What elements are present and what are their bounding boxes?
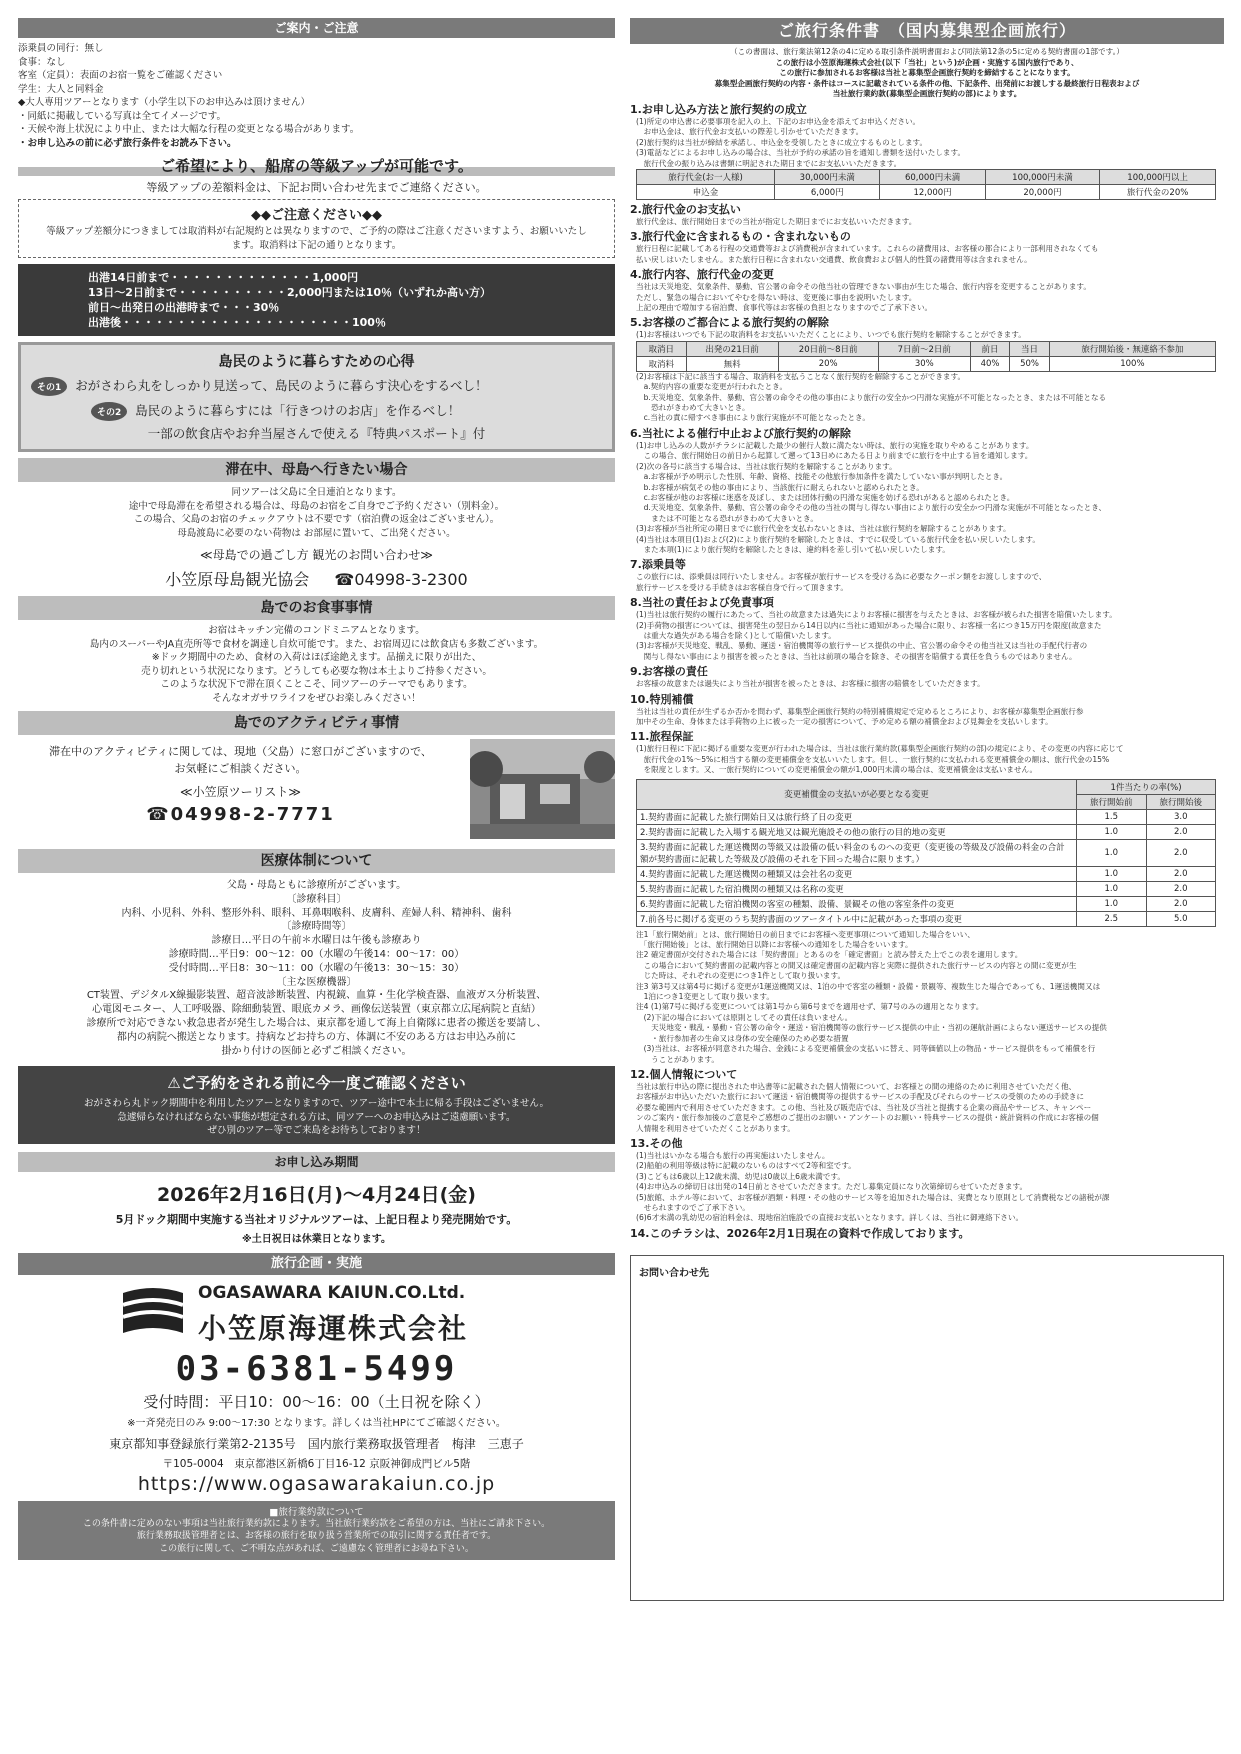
section-6-line: d.天災地変、気象条件、暴動、官公署の命令その他の当社の関与し得ない事由により旅行の安全かつ円滑な実施が不可能となったとき、 [636,503,1107,513]
section-13-line: (5)旅館、ホテル等において、お客様が酒類・料理・その他のサービス等を追加された場合は、実費となり原則として消費税などの諸税が課 [636,1192,1110,1202]
activity-contact-phone[interactable]: ☎04998-2-7771 [146,804,335,825]
section-6-line: この場合、旅行開始日の前日から起算して遡って13日めにあたる日より前までに旅行を中止する旨を通知します。 [636,451,1033,461]
section-2-line: 旅行代金は、旅行開始日までの当社が指定した期日までにお支払いいただきます。 [636,217,917,226]
company-name-jp: 小笠原海運株式会社 [198,1311,469,1345]
deposit-head-cell: 100,000円未満 [985,170,1099,185]
section-8-text [630,610,1224,662]
food-line: 売り切れという状況になります。どうしても必要な物は本土よりご持参ください。 [141,665,492,677]
cancel-fee-line: 前日～出発日の出港時まで・・・30％ [88,301,280,314]
guarantee-row [637,881,1216,896]
medical-line: 〔診療時間等〕 [281,921,352,933]
notice-text: 等級アップ差額分につきましては取消料が右記規約とは異なりますので、ご予約の際はご注意くださいますよう、お願いいたします。取消料は下記の通りとなります。 [46,226,587,251]
food-line: ※ドック期間中のため、食材の入荷はほぼ途絶えます。品揃えに限りが出た、 [151,652,482,663]
section-12-text [630,1082,1224,1134]
section-6-heading: 6.当社による催行中止および旅行契約の解除 [630,426,851,440]
cancel-cell: 50% [1010,356,1050,371]
life-item-1: おがさわら丸をしっかり見送って、島民のように暮らす決心をするべし！ [75,378,488,393]
section-10-text [630,707,1224,728]
guarantee-cell: 2.契約書面に記載した入場する観光地又は観光施設その他の旅行の目的地の変更 [637,824,1077,839]
company-url[interactable]: https://www.ogasawarakaiun.co.jp [137,1472,496,1495]
cancellation-table [636,341,1216,372]
company-registration: 東京都知事登録旅行業第2-2135号 国内旅行業務取扱管理者 梅津 三恵子 [109,1436,524,1451]
life-item-2a: 島民のように暮らすには「行きつけのお店」を作るべし！ [135,403,461,418]
medical-line: CT装置、デジタルX線撮影装置、超音波診断装置、内視鏡、血算・生化学検査器、血液ガス分析装置、 [86,990,547,1002]
guide-line: 食事：なし [18,56,66,68]
section-9-heading: 9.お客様の責任 [630,665,708,679]
medical-line: 都内の病院へ搬送となります。持病などお持ちの方、体調に不安のある方はお申込み前に [116,1031,517,1043]
cancel-head-cell: 当日 [1010,341,1050,356]
section-7-text [630,572,1224,593]
cancel-head-cell: 取消日 [637,341,687,356]
right-column [630,18,1224,1736]
company-address: 〒105-0004 東京都港区新橋6丁目16-12 京阪神御成門ビル5階 [162,1457,471,1470]
guide-line: ・お申し込みの前に必ず旅行条件をお読み下さい。 [18,137,237,149]
intro-line: 募集型企画旅行契約の内容・条件はコースに記載されている条件の他、下記条件、出発前にお渡しする最終旅行日程表および [714,78,1140,88]
company-logo-block [18,1279,615,1349]
section-8-line: 関与し得ない事由により損害を被ったときは、当社は前項の場合を除き、その損害を賠償する責任を負うものではありません。 [636,651,1077,661]
company-name-en: OGASAWARA KAIUN.CO.Ltd. [198,1282,466,1303]
haha-title: 滞在中、母島へ行きたい場合 [18,458,615,482]
section-6-line: (3)お客様が当社所定の期日までに旅行代金を支払わないときは、当社は旅行契約を解除することがあります。 [636,524,1011,534]
intro-line: 当社旅行業約款(募集型企画旅行契約の部)によります。 [832,89,1022,99]
guarantee-cell: 1.0 [1077,839,1147,866]
section-11-line: 旅行代金の1%～5%に相当する額の変更補償金を支払いいたします。但し、一旅行契約に支払われる変更補償金の額は、旅行代金の15% [636,754,1110,764]
guarantee-cell: 2.0 [1146,881,1216,896]
cancel-cell: 無料 [686,356,778,371]
guarantee-head-change: 変更補償金の支払いが必要となる変更 [637,779,1077,809]
deposit-cell: 20,000円 [985,185,1099,200]
medical-line: 診療日…平日の午前＊水曜日は午後も診療あり [211,935,422,947]
section-6-line: また本項(1)により旅行契約を解除したときは、違約料を差し引いて払い戻しいたします。 [636,544,950,554]
activity-contact-label: ≪小笠原ツーリスト≫ [180,785,301,799]
guarantee-row [637,911,1216,926]
section-11-line: を限度とします。又、一旅行契約についての変更補償金の額が1,000円未満の場合は、変更補償金は支払いません。 [636,765,1038,775]
section-11-note-line: (3)当社は、お客様が同意された場合、金銭による変更補償金の支払いに替え、同等価値以上の物品・サービス提供をもって補償を行 [636,1044,1096,1054]
medical-line: 〔主な医療機器〕 [276,976,357,988]
section-9-text [630,679,1224,689]
guarantee-cell: 1.0 [1077,824,1147,839]
life-badge-2: その2 [91,402,127,421]
medical-line: 診療時間…平日9：00～12：00（水曜の午後14：00～17：00） [168,948,465,960]
guide-line: 添乗員の同行：無し [18,43,104,54]
confirm-lines [18,1097,615,1138]
guarantee-cell: 3.契約書面に記載した運送機関の等級又は設備の低い料金のものへの変更（変更後の等級及び設備の料金の合計額が契約書面に記載した等級及び設備のそれを下回った場合に限ります。） [637,839,1077,866]
section-8-line: (3)お客様が天災地変、戦乱、暴動、運送・宿泊機関等の旅行サービス提供の中止、官公署の命令その他当社又は当社の手配代行者の [636,641,1088,651]
deposit-cell: 旅行代金の20% [1100,185,1216,200]
haha-contact-org: 小笠原母島観光協会 [165,570,310,589]
contact-box [630,1255,1224,1601]
guarantee-head-after: 旅行開始後 [1146,794,1216,809]
guarantee-cell: 2.0 [1146,866,1216,881]
activity-title: 島でのアクティビティ事情 [18,711,615,735]
cancel-cell: 20% [778,356,878,371]
guarantee-cell: 2.0 [1146,839,1216,866]
food-line: 島内のスーパーやJA直売所等で食材を調達し自炊可能です。また、お宿周辺には飲食店も多数ございます。 [89,638,544,650]
footer-line: この条件書に定めのない事項は当社旅行業約款によります。当社旅行業約款をご希望の方は、当社にご請求下さい。 [82,1518,551,1529]
activity-line: 滞在中のアクティビティに関しては、現地（父島）に窓口がございますので、 [49,745,432,758]
section-14-heading: 14.このチラシは、2026年2月1日現在の資料で作成しております。 [630,1226,970,1240]
cancel-fee-line: 出港14日前まで・・・・・・・・・・・・・1,000円 [88,271,359,284]
medical-line: 〔診療科目〕 [286,893,347,905]
cancel-cell: 30% [878,356,970,371]
conditions-intro [630,47,1224,100]
haha-contact-label: ≪母島での過ごし方 観光のお問い合わせ≫ [200,548,433,562]
deposit-cell: 12,000円 [880,185,985,200]
company-hours-note: ※一斉発売日のみ 9:00～17:30 となります。詳しくは当社HPにてご確認ください。 [127,1417,506,1429]
section-1-line: (3)電話などによるお申し込みの場合は、当社が予約の承諾の旨を通知し書類を送付いたします。 [636,148,966,158]
cancel-head-cell: 7日前～2日前 [878,341,970,356]
section-8-heading: 8.当社の責任および免責事項 [630,596,774,610]
section-6-line: a.お客様が予め明示した性別、年齢、資格、技能その他旅行参加条件を満たしていない事が判明したとき。 [636,472,1008,482]
medical-line: 掛かり付けの医師と必ずご相談ください。 [221,1045,412,1057]
section-2-text [630,217,1224,227]
section-13-heading: 13.その他 [630,1136,683,1150]
section-2-heading: 2.旅行代金のお支払い [630,203,741,216]
guarantee-cell: 4.契約書面に記載した運送機関の種類又は会社名の変更 [637,866,1077,881]
section-11-heading: 11.旅程保証 [630,730,694,744]
section-3-line: 払い戻しはいたしません。また旅行日程に含まれない交通費、飲食費および個人的性質の諸費用等は含まれません。 [636,254,1032,264]
guide-line: 客室（定員）：表面のお宿一覧をご確認ください [18,70,223,81]
guide-line: ・天候や海上状況により中止、または大幅な行程の変更となる場合があります。 [18,124,360,135]
section-11-note-line: 1泊につき1変更として取り扱います。 [636,992,774,1002]
medical-line: 受付時間…平日8：30～11：00（水曜の午後13：30～15：30） [168,962,465,974]
guarantee-cell: 2.0 [1146,824,1216,839]
section-12-line: 必要な範囲内で利用させていただきます。この他、当社及び販売店では、当社及び当社と提携する企業の商品やサービス、キャンペー [636,1102,1092,1112]
section-5-text-2 [630,372,1224,424]
section-11-notes [630,930,1224,1065]
section-13-line: (1)当社はいかなる場合も旅行の再実施はいたしません。 [636,1150,830,1160]
cancel-head-cell: 旅行開始後・無連絡不参加 [1049,341,1215,356]
food-line: お宿はキッチン完備のコンドミニアムとなります。 [208,625,425,636]
confirm-line: 急遽帰らなければならない事態が想定される方は、同ツアーへのお申込みはご遠慮願います。 [117,1111,516,1123]
cancel-fee-line: 13日～2日前まで・・・・・・・・・・2,000円または10％（いずれか高い方） [88,286,492,299]
guarantee-row [637,866,1216,881]
section-13-line: (3)こどもは6歳以上12歳未満、幼児は0歳以上6歳未満です。 [636,1171,845,1181]
haha-line: 途中で母島滞在を希望される場合は、母島のお宿をご自身でご予約ください（別料金）。 [128,500,505,512]
intro-line: （この書面は、旅行業法第12条の4に定める取引条件説明書面および同法第12条の5に定める契約書面の1部です。） [730,47,1124,56]
guarantee-cell: 1.契約書面に記載した旅行開始日又は旅行終了日の変更 [637,809,1077,824]
haha-line: この場合、父島のお宿のチェックアウトは不要です（宿泊費の返金はございません）。 [133,514,500,525]
section-11-note-line: (2)下記の場合においては原則としてその責任は負いません。 [636,1012,853,1022]
section-13-line: せられますのでご了承下さい。 [636,1202,750,1212]
food-title: 島でのお食事事情 [18,596,615,620]
contact-box-label: お問い合わせ先 [639,1267,709,1279]
guide-lines [18,42,615,150]
activity-section [18,739,615,843]
cancel-head-cell: 出発の21日前 [686,341,778,356]
section-11-note-line: ・旅行参加者の生命又は身体の安全確保のため必要な措置 [636,1033,849,1043]
conditions-title: ご旅行条件書 （国内募集型企画旅行） [630,18,1224,44]
guarantee-row [637,839,1216,866]
section-8-line: は重大な過失がある場合を除く)として賠償いたします。 [636,630,836,640]
guarantee-cell: 1.0 [1077,881,1147,896]
intro-line: この旅行に参加されるお客様は当社と募集型企画旅行契約を締結することになります。 [779,68,1075,78]
section-12-line: お客様がお申込いただいた旅行において運送・宿泊機関等の提供するサービスの手配及びそれらのサービスの受領のための手続きに [636,1092,1085,1102]
section-11-note-line: 注4 (1)第7号に掲げる変更については第1号から第6号までを適用せず、第7号のみの適用となります。 [636,1002,984,1012]
medical-lines [18,879,615,1058]
haha-line: 母島渡島に必要のない荷物は お部屋に置いて、ご出発ください。 [177,527,456,539]
upgrade-sub: 等級アップの差額料金は、下記お問い合わせ先までご連絡ください。 [146,181,487,194]
deposit-head-cell: 100,000円以上 [1100,170,1216,185]
footer-title: ■旅行業約款について [269,1506,364,1518]
guide-line: ・同紙に掲載している写真は全てイメージです。 [18,110,226,122]
intro-line: この旅行は小笠原海運株式会社(以下「当社」という)が企画・実施する国内旅行であり、 [775,57,1079,67]
section-1-line: (1)所定の申込書に必要事項を記入の上、下記のお申込金を添えてお申込ください。 [636,116,921,126]
cancel-fee-line: 出港後・・・・・・・・・・・・・・・・・・・・・100％ [88,316,386,329]
guarantee-cell: 7.前各号に掲げる変更のうち契約書面のツアータイトル中に記載があった事項の変更 [637,911,1077,926]
guarantee-cell: 1.0 [1077,866,1147,881]
section-11-note-line: うことがあります。 [636,1054,719,1064]
guarantee-cell: 1.0 [1077,896,1147,911]
guarantee-cell: 6.契約書面に記載した宿泊機関の客室の種類、設備、景観その他の客室条件の変更 [637,896,1077,911]
activity-line: お気軽にご相談ください。 [174,762,307,775]
haha-contact-phone[interactable]: ☎04998-3-2300 [334,570,468,589]
section-8-line: (1)当社は旅行契約の履行にあたって、当社の故意または過失によりお客様に損害を与えたときは、お客様が被られた損害を賠償いたします。 [636,610,1117,620]
guarantee-cell: 5.0 [1146,911,1216,926]
left-column [18,18,615,1736]
deposit-head-cell: 60,000円未満 [880,170,985,185]
section-10-line: 当社は当社の責任が生ずるか否かを問わず、募集型企画旅行契約の特別補償規定で定めるところにより、お客様が募集型企画旅行参 [636,706,1084,716]
section-11-note-line: 「旅行開始後」とは、旅行開始日以降にお客様への通知をした場合をいいます。 [636,940,913,950]
guide-line: 学生：大人と同料金 [18,83,104,95]
cancel-cell: 40% [970,356,1010,371]
company-bar: 旅行企画・実施 [18,1253,615,1275]
period-date: 2026年2月16日(月)～4月24日(金) [157,1183,476,1206]
footer-line: 旅行業務取扱管理者とは、お客様の旅行を取り扱う営業所での取引に関する責任者です。 [136,1531,497,1542]
guarantee-head-rate: 1件当たりの率(%) [1077,779,1216,794]
section-10-line: 加中その生命、身体または手荷物の上に被った一定の損害について、予め定める額の補償金および見舞金を支払いします。 [636,717,1053,726]
deposit-head-cell: 30,000円未満 [775,170,880,185]
section-12-line: 当社は旅行申込の際に提出された申込書等に記載された個人情報について、お客様との間の連絡のために利用させていただく他、 [636,1081,1077,1091]
notice-box [18,199,615,258]
section-7-heading: 7.添乗員等 [630,558,686,572]
guarantee-row [637,809,1216,824]
medical-line: 父島・母島ともに診療所がございます。 [226,880,407,891]
deposit-cell: 6,000円 [775,185,880,200]
guarantee-row [637,824,1216,839]
confirm-line: おがさわら丸ドック期間中を利用したツアーとなりますので、ツアー途中で本土に帰る手段はございません。 [84,1098,549,1110]
section-12-heading: 12.個人情報について [630,1067,738,1081]
section-3-line: 旅行日程に記載してある行程の交通費等および消費税が含まれています。これらの諸費用は、お客様の都合により一部利用されなくても [636,244,1099,254]
section-11-note-line: 天災地変・戦乱・暴動・官公署の命令・運送・宿泊機関等の旅行サービス提供の中止・当初の運航計画によらない運送サービスの提供 [636,1023,1107,1033]
section-7-line: この旅行には、添乗員は同行いたしません。お客様が旅行サービスを受ける為に必要なクーポン類をお渡ししますので、 [636,572,1047,582]
medical-line: 内科、小児科、外科、整形外科、眼科、耳鼻咽喉科、皮膚科、産婦人科、精神科、歯科 [121,907,512,919]
guarantee-cell: 1.5 [1077,809,1147,824]
cancel-head-cell: 20日前～8日前 [778,341,878,356]
section-4-text [630,282,1224,313]
section-13-line: (2)船舶の利用等級は特に記載のないものはすべて2等和室です。 [636,1161,856,1171]
period-title: お申し込み期間 [18,1152,615,1172]
section-5-heading: 5.お客様のご都合による旅行契約の解除 [630,316,829,330]
life-badge-1: その1 [31,377,67,396]
section-3-heading: 3.旅行代金に含まれるもの・含まれないもの [630,230,851,244]
upgrade-title: ご希望により、船席の等級アップが可能です。 [18,156,615,176]
section-5b-line: c.当社の責に帰すべき事由により旅行実施が不可能となったとき。 [636,413,870,423]
guide-title: ご案内・ご注意 [18,18,615,38]
footer-line: この旅行に関して、ご不明な点があれば、ご遠慮なく管理者にお尋ね下さい。 [159,1543,474,1554]
life-tips-box [18,342,615,452]
confirm-line: ぜひ別のツアー等でご来島をお待ちしております！ [207,1125,426,1137]
period-note-2: ※土日祝日は休業日となります。 [242,1233,391,1245]
section-4-heading: 4.旅行内容、旅行代金の変更 [630,268,774,282]
medical-line: 心電図モニター、人工呼吸器、除細動装置、眼底カメラ、画像伝送装置（東京都立広尾病院と直結） [92,1004,541,1016]
section-5b-line: 恐れがきわめて大きいとき。 [636,403,750,413]
section-5b-line: a.契約内容の重要な変更が行われたとき。 [636,382,788,392]
section-12-line: ンのご案内・旅行参加後のご意見やご感想のご提出のお願い・アンケートのお願い・特典サービスの提供・統計資料の作成にお客様の個 [636,1113,1099,1123]
cancel-fee-box [18,264,615,336]
section-5b-line: (2)お客様は下記に該当する場合、取消料を支払うことなく旅行契約を解除することができます。 [636,371,966,381]
guarantee-cell: 2.0 [1146,896,1216,911]
section-3-text [630,244,1224,265]
haha-line: 同ツアーは父島に全日連泊となります。 [231,487,402,498]
section-11-note-line: 注1「旅行開始前」とは、旅行開始日の前日までにお客様へ変更事項について通知した場合をいい、 [636,929,975,939]
section-6-line: c.お客様が他のお客様に迷惑を及ぼし、または団体行動の円滑な実施を妨げる恐れがあると認められたとき。 [636,492,1015,502]
guarantee-head-before: 旅行開始前 [1077,794,1147,809]
activity-lines [18,743,463,777]
section-9-line: お客様の故意または過失により当社が損害を被ったときは、お客様に損害の賠償をしていただきます。 [636,679,985,689]
section-4-line: 上記の理由で増加する宿泊費、食事代等はお客様の負担となりますのでご了承下さい。 [636,303,933,313]
section-1-line: (2)旅行契約は当社が締結を承諾し、申込金を受領したときに成立するものとします。 [636,137,928,147]
section-5-line: (1)お客様はいつでも下記の取消料をお支払いいただくことにより、いつでも旅行契約を解除することができます。 [636,330,1026,340]
confirm-title: ⚠ご予約をされる前に今一度ご確認ください [167,1074,466,1093]
guarantee-row [637,896,1216,911]
guarantee-cell: 2.5 [1077,911,1147,926]
section-8-line: (2)手荷物の損害については、損害発生の翌日から14日以内に当社に通知があった場合に限り、お客様一名につき15万円を限度(故意また [636,620,1102,630]
food-line: このような状況下で滞在頂くことこそ、同ツアーのテーマでもあります。 [160,679,473,690]
section-4-line: ただし、緊急の場合においてやむを得ない時は、変更後に事由を説明いたします。 [636,292,917,302]
cancel-cell: 取消料 [637,356,687,371]
life-item-2b: 一部の飲食店やお弁当屋さんで使える『特典パスポート』付 [147,426,486,441]
section-7-line: 旅行サービスを受ける手続きはお客様自身で行って頂きます。 [636,582,849,592]
section-6-line: (1)お申し込みの人数がチラシに記載した最少の催行人数に満たない時は、旅行の実施を取りやめることがあります。 [636,440,1034,450]
section-1-text [630,117,1224,169]
footer-lines [18,1518,615,1556]
tourist-office-photo [470,739,615,839]
section-10-heading: 10.特別補償 [630,692,694,706]
cancel-cell: 100% [1049,356,1215,371]
section-1-line: お申込金は、旅行代金お支払いの際差し引かせていただきます。 [636,127,864,137]
section-12-line: 人情報を利用させていただくことがあります。 [636,1123,795,1133]
cancel-head-cell: 前日 [970,341,1010,356]
section-6-line: b.お客様が病気その他の事由により、当該旅行に耐えられないと認められたとき。 [636,482,924,492]
haha-lines [18,486,615,540]
confirm-box [18,1066,615,1144]
section-11-note-line: 注2 確定書面が交付された場合には「契約書面」とあるのを「確定書面」と読み替えた上でこの表を適用します。 [636,950,1023,960]
section-13-line: (6)6才未満の乳幼児の宿泊料金は、現地宿泊施設での直接お支払いとなります。詳しくは、当社に御連絡下さい。 [636,1213,1024,1223]
section-11-note-line: この場合において契約書面の記載内容との間又は確定書面の記載内容と実際に提供された旅行サービスの内容との間に変更が生 [636,960,1077,970]
footer-box [18,1501,615,1561]
food-lines [18,624,615,705]
section-13-line: (4)お申込みの締切日は出発の14日前とさせていただきます。ただし募集定員になり次第締切らせていただきます。 [636,1182,1028,1192]
section-11-text [630,744,1224,775]
section-13-text [630,1151,1224,1224]
section-5b-line: b.天災地変、気象条件、暴動、官公署の命令その他の事由により旅行の安全かつ円滑な実施が不可能となったとき、または不可能となる [636,392,1107,402]
deposit-head-cell: 旅行代金(お一人様) [637,170,775,185]
deposit-cell: 申込金 [637,185,775,200]
section-11-line: (1)旅行日程に下記に掲げる重要な変更が行われた場合は、当社は旅行業約款(募集型企画旅行契約の部)の規定により、その変更の内容に応じて [636,744,1124,754]
company-hours: 受付時間：平日10：00～16：00（土日祝を除く） [143,1392,490,1411]
medical-title: 医療体制について [18,849,615,873]
company-phone[interactable]: 03-6381-5499 [175,1348,458,1389]
guarantee-cell: 5.契約書面に記載した宿泊機関の種類又は名称の変更 [637,881,1077,896]
section-11-note-line: 注3 第3号又は第4号に掲げる変更が1運送機関又は、1泊の中で客室の種類・設備・景観等、複数生じた場合であっても、1運送機関又は [636,981,1101,991]
section-6-line: (4)当社は本項目(1)および(2)により旅行契約を解除したときは、すでに収受している旅行代金を払い戻しいたします。 [636,534,1040,544]
life-title: 島民のように暮らすための心得 [218,354,415,370]
section-11-note-line: じた時は、それぞれの変更につき1件として取り扱います。 [636,971,846,981]
company-flag-icon [118,1283,188,1343]
food-line: そんなオガサワライフをぜひお楽しみください！ [212,692,421,704]
section-6-line: または不可能となる恐れがきわめて大きいとき。 [636,513,818,523]
section-6-text [630,441,1224,555]
section-4-line: 当社は天災地変、気象条件、暴動、官公署の命令その他当社の管理できない事由が生じた場合、旅行内容を変更することがあります。 [636,282,1092,292]
section-5-text-1 [630,330,1224,340]
guide-line: ◆大人専用ツアーとなります（小学生以下のお申込みは頂けません） [18,97,311,108]
section-1-heading: 1.お申し込み方法と旅行契約の成立 [630,102,807,116]
section-1-line: 旅行代金の振り込みは書類に明記された期日までにお支払いいただきます。 [636,158,902,168]
guarantee-cell: 3.0 [1146,809,1216,824]
medical-line: 診療所で対応できない救急患者が発生した場合は、東京都を通して海上自衛隊に患者の搬送を要請し、 [86,1017,547,1029]
section-6-line: (2)次の各号に該当する場合は、当社は旅行契約を解除することがあります。 [636,461,897,471]
itinerary-guarantee-table [636,779,1216,927]
period-note-1: 5月ドック期間中実施する当社オリジナルツアーは、上記日程より発売開始です。 [115,1212,518,1226]
notice-title: ◆◆ご注意ください◆◆ [251,208,382,223]
deposit-table [636,169,1216,200]
